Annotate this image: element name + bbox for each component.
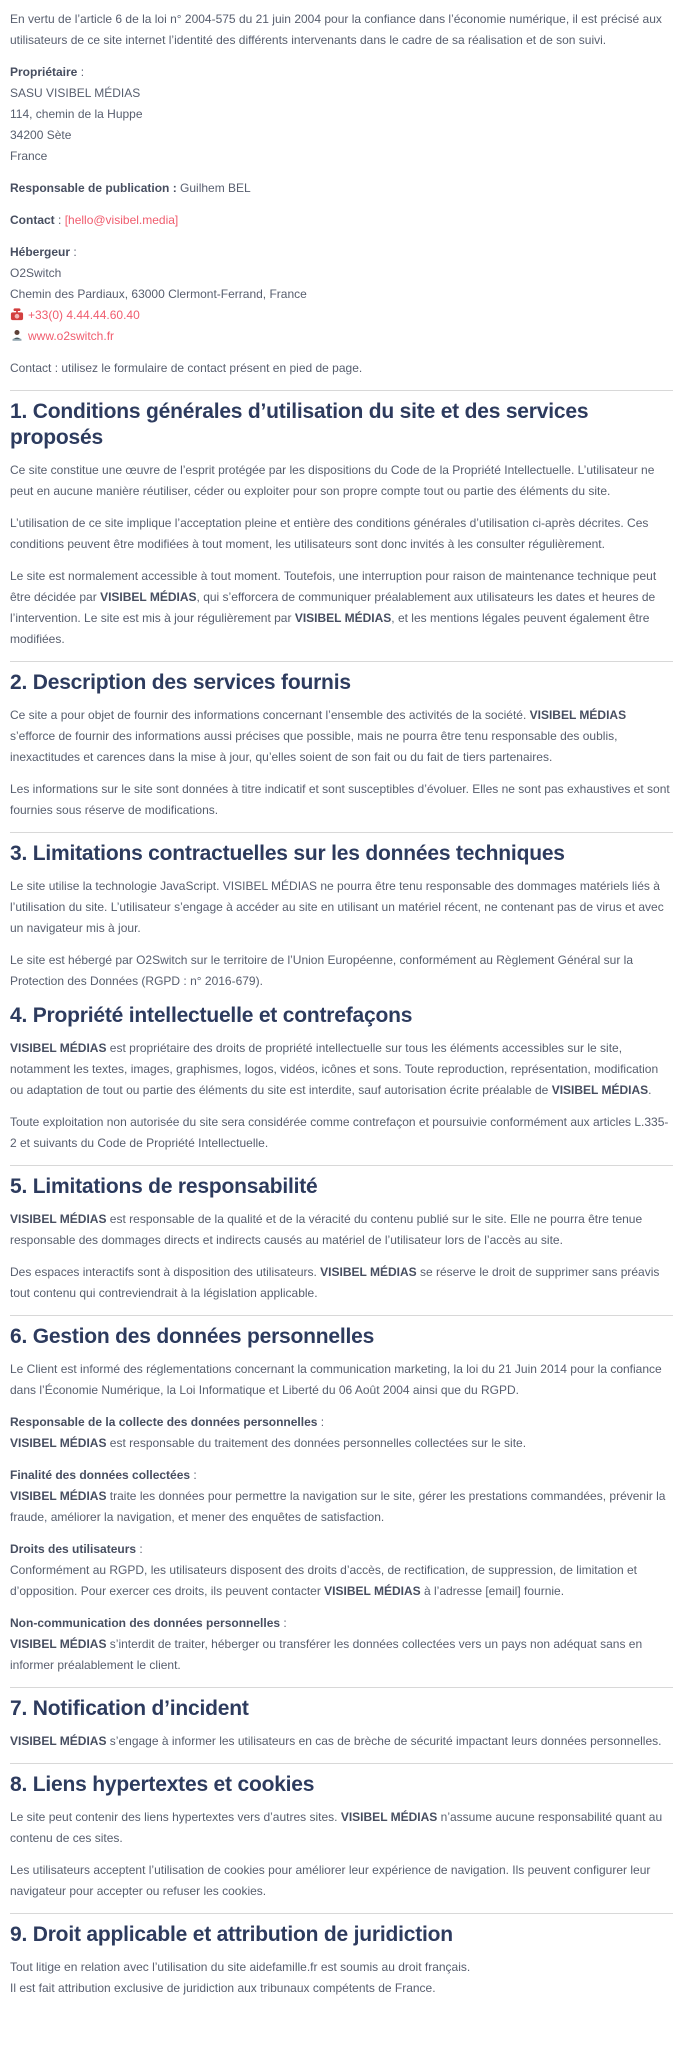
text-segment: s’engage à informer les utilisateurs en cas de brèche de sécurité impactant leurs données personnelles. [106, 1734, 662, 1748]
bold-text: VISIBEL MÉDIAS [294, 611, 392, 625]
text-segment: traite les données pour permettre la navigation sur le site, gérer les prestations commandées, prévenir la fraude, améliorer la navigation, et mener des enquêtes de satisfaction. [10, 1489, 666, 1524]
text-segment: En vertu de l’article 6 de la loi n° 2004-575 du 21 juin 2004 pour la confiance dans l’économie numérique, il est précisé aux utilisateurs de ce site internet l’identité des différents intervenants dans le cadre de sa réalisation et de son suivi. [10, 12, 662, 47]
section-1-conditions-generales [10, 390, 673, 650]
paragraph [10, 1860, 673, 1902]
section-7-notification-incident [10, 1687, 673, 1752]
paragraph [10, 1359, 673, 1401]
contact-footer: Contact : utilisez le formulaire de contact présent en pied de page. [10, 361, 363, 375]
bold-text: VISIBEL MÉDIAS [340, 1810, 438, 1824]
text-segment: 34200 Sète [10, 128, 72, 142]
text-segment: s’efforce de fournir des informations aussi précises que possible, mais ne pourra être tenu responsable des oublis, inexactitudes et carences dans la mise à jour, qu’elles soient de son fait ou du fait de tiers partenaires. [10, 729, 618, 764]
section-divider [10, 661, 673, 662]
host-name: O2Switch [10, 266, 62, 280]
bold-text: Hébergeur [10, 245, 71, 259]
text-segment: : [136, 1542, 143, 1556]
paragraph [10, 950, 673, 992]
text-segment: Le site utilise la technologie JavaScript. VISIBEL MÉDIAS ne pourra être tenu responsable des dommages matériels liés à l’utilisation du site. L’utilisateur s’engage à accéder au site en utilisant un matériel récent, ne contenant pas de virus et avec un navigateur mis à jour. [10, 879, 664, 935]
text-segment: Le site est hébergé par O2Switch sur le territoire de l’Union Européenne, conformément au Règlement Général sur la Protection des Données (RGPD : n° 2016-679). [10, 953, 633, 988]
text-segment: , et les mentions légales peuvent également être modifiées. [10, 611, 650, 646]
host-phone-link[interactable]: +33(0) 4.44.44.60.40 [28, 308, 140, 322]
section-title: 9. Droit applicable et attribution de juridiction [10, 1923, 453, 1946]
paragraph [10, 460, 673, 502]
owner-block [10, 62, 673, 167]
host-label [10, 242, 673, 263]
text-segment: : [280, 1616, 287, 1630]
bold-text: VISIBEL MÉDIAS [10, 1734, 107, 1748]
text-segment: à l’adresse [email] fournie. [420, 1584, 565, 1598]
text-segment: Conformément au RGPD, les utilisateurs disposent des droits d’accès, de rectification, de suppression, de limitation et d’opposition. Pour exercer ces droits, ils peuvent contacter [10, 1563, 637, 1598]
text-segment: 114, chemin de la Huppe [10, 107, 143, 121]
section-6-gestion-donnees-personnelles [10, 1315, 673, 1676]
section-3-limitations-donnees-techniques [10, 832, 673, 992]
text-segment: Les utilisateurs acceptent l’utilisation de cookies pour améliorer leur expérience de navigation. Ils peuvent configurer leur navigateur pour accepter ou refuser les cookies. [10, 1863, 651, 1898]
text-segment: s’interdit de traiter, héberger ou transférer les données collectées vers un pays non adéquat sans en informer préalablement le client. [10, 1637, 643, 1672]
text-segment: : [190, 1468, 197, 1482]
publisher-line [10, 178, 673, 199]
text-segment: Le site est normalement accessible à tout moment. Toutefois, une interruption pour raison de maintenance technique peut être décidée par [10, 569, 657, 604]
paragraph [10, 779, 673, 821]
text-segment: , qui s’efforcera de communiquer préalablement aux utilisateurs les dates et heures de l’intervention. Le site est mis à jour régulièrement par [10, 590, 656, 625]
host-address: Chemin des Pardiaux, 63000 Clermont-Ferrand, France [10, 287, 307, 301]
text-segment: : [70, 245, 77, 259]
section-2-description-services [10, 661, 673, 821]
text-segment: : [317, 1415, 325, 1429]
paragraph [10, 1112, 673, 1154]
bold-text: Contact [10, 213, 55, 227]
bold-text: VISIBEL MÉDIAS [10, 1212, 107, 1226]
section-title: 3. Limitations contractuelles sur les données techniques [10, 842, 565, 865]
bold-text: VISIBEL MÉDIAS [324, 1584, 421, 1598]
paragraph [10, 1038, 673, 1101]
paragraph [10, 1957, 673, 1999]
text-segment: : [77, 65, 85, 79]
text-segment: se réserve le droit de supprimer sans préavis tout contenu qui contreviendrait à la législation applicable. [10, 1265, 660, 1300]
bold-text: VISIBEL MÉDIAS [10, 1436, 107, 1450]
bold-text: VISIBEL MÉDIAS [100, 590, 197, 604]
paragraph [10, 1613, 673, 1676]
section-title: 1. Conditions générales d’utilisation du site et des services proposés [10, 400, 589, 449]
text-segment: Des espaces interactifs sont à disposition des utilisateurs. [10, 1265, 321, 1279]
paragraph [10, 1807, 673, 1849]
section-divider [10, 390, 673, 391]
bold-text: Non-communication des données personnelles [10, 1616, 281, 1630]
text-segment: Ce site a pour objet de fournir des informations concernant l’ensemble des activités de la société. [10, 708, 530, 722]
section-title: 7. Notification d’incident [10, 1697, 249, 1720]
bold-text: Responsable de publication : [10, 181, 177, 195]
paragraph [10, 876, 673, 939]
text-segment: Les informations sur le site sont données à titre indicatif et sont susceptibles d’évoluer. Elles ne sont pas exhaustives et sont fournies sous réserve de modifications. [10, 782, 670, 817]
text-segment: Tout litige en relation avec l’utilisation du site aidefamille.fr est soumis au droit français. [10, 1960, 471, 1974]
text-segment: Le site peut contenir des liens hypertextes vers d’autres sites. [10, 1810, 341, 1824]
contact-line [10, 210, 673, 231]
paragraph [10, 1731, 673, 1752]
text-segment: . [648, 1083, 652, 1097]
bold-text: VISIBEL MÉDIAS [10, 1489, 107, 1503]
text-segment: SASU VISIBEL MÉDIAS [10, 86, 141, 100]
text-segment: : [54, 213, 65, 227]
text-segment: Toute exploitation non autorisée du site sera considérée comme contrefaçon et poursuivie conformément aux articles L.335-2 et suivants du Code de Propriété Intellectuelle. [10, 1115, 669, 1150]
paragraph [10, 1465, 673, 1528]
section-9-droit-applicable [10, 1913, 673, 1999]
paragraph [10, 566, 673, 650]
bold-text: VISIBEL MÉDIAS [10, 1041, 107, 1055]
text-segment: L’utilisation de ce site implique l’acceptation pleine et entière des conditions générales d’utilisation ci-après décrites. Ces conditions peuvent être modifiées à tout moment, les utilisateurs sont donc invités à les consulter régulièrement. [10, 516, 649, 551]
paragraph [10, 705, 673, 768]
text-segment: est responsable du traitement des données personnelles collectées sur le site. [106, 1436, 527, 1450]
paragraph [10, 1209, 673, 1251]
paragraph [10, 1539, 673, 1602]
section-title: 5. Limitations de responsabilité [10, 1175, 318, 1198]
phone-icon [10, 308, 24, 321]
bold-text: VISIBEL MÉDIAS [320, 1265, 417, 1279]
section-divider [10, 1913, 673, 1914]
paragraph [10, 513, 673, 555]
bold-text: Droits des utilisateurs [10, 1542, 137, 1556]
section-title: 8. Liens hypertextes et cookies [10, 1773, 315, 1796]
section-title: 4. Propriété intellectuelle et contrefaçons [10, 1004, 413, 1027]
section-divider [10, 1315, 673, 1316]
section-4-propriete-intellectuelle [10, 1003, 673, 1154]
bold-text: Propriétaire [10, 65, 78, 79]
section-5-limitations-responsabilite [10, 1165, 673, 1304]
section-title: 2. Description des services fournis [10, 671, 351, 694]
bold-text: VISIBEL MÉDIAS [529, 708, 627, 722]
bold-text: VISIBEL MÉDIAS [10, 1637, 107, 1651]
section-title: 6. Gestion des données personnelles [10, 1325, 375, 1348]
host-phone-line [10, 305, 673, 326]
paragraph [10, 1262, 673, 1304]
text-segment: Ce site constitue une œuvre de l’esprit protégée par les dispositions du Code de la Propriété Intellectuelle. L’utilisateur ne peut en aucune manière réutiliser, céder ou exploiter pour son propre compte tout ou partie des éléments du site. [10, 463, 655, 498]
host-website-link[interactable]: www.o2switch.fr [28, 329, 115, 343]
section-8-liens-hypertextes-cookies [10, 1763, 673, 1902]
text-segment: Il est fait attribution exclusive de juridiction aux tribunaux compétents de France. [10, 1981, 436, 1995]
section-divider [10, 1763, 673, 1764]
inline-link[interactable]: [hello@visibel.media] [64, 213, 179, 227]
bold-text: Responsable de la collecte des données personnelles [10, 1415, 318, 1429]
section-divider [10, 1165, 673, 1166]
text-segment: France [10, 149, 48, 163]
paragraph [10, 1412, 673, 1454]
bold-text: Finalité des données collectées [10, 1468, 191, 1482]
text-segment: Guilhem BEL [176, 181, 251, 195]
text-segment: n’assume aucune responsabilité quant au contenu de ces sites. [10, 1810, 663, 1845]
text-segment: est responsable de la qualité et de la véracité du contenu publié sur le site. Elle ne pourra être tenue responsable des dommages directs et indirects causés au matériel de l’utilisateur lors de l’accès au site. [10, 1212, 643, 1247]
text-segment: est propriétaire des droits de propriété intellectuelle sur tous les éléments accessibles sur le site, notamment les textes, images, graphismes, logos, vidéos, icônes et sons. Toute reproduction, représentation, modification ou adaptation de tout ou partie des éléments du site est interdite, sauf autorisation écrite préalable de [10, 1041, 659, 1097]
text-segment: Le Client est informé des réglementations concernant la communication marketing, la loi du 21 Juin 2014 pour la confiance dans l’Économie Numérique, la Loi Informatique et Liberté du 06 Août 2004 ainsi que du RGPD. [10, 1362, 662, 1397]
host-website-line [10, 326, 673, 347]
intro-paragraph [10, 9, 673, 51]
bold-text: VISIBEL MÉDIAS [551, 1083, 649, 1097]
section-divider [10, 1687, 673, 1688]
section-divider [10, 832, 673, 833]
host-block [10, 242, 673, 347]
technologist-icon [10, 329, 24, 342]
